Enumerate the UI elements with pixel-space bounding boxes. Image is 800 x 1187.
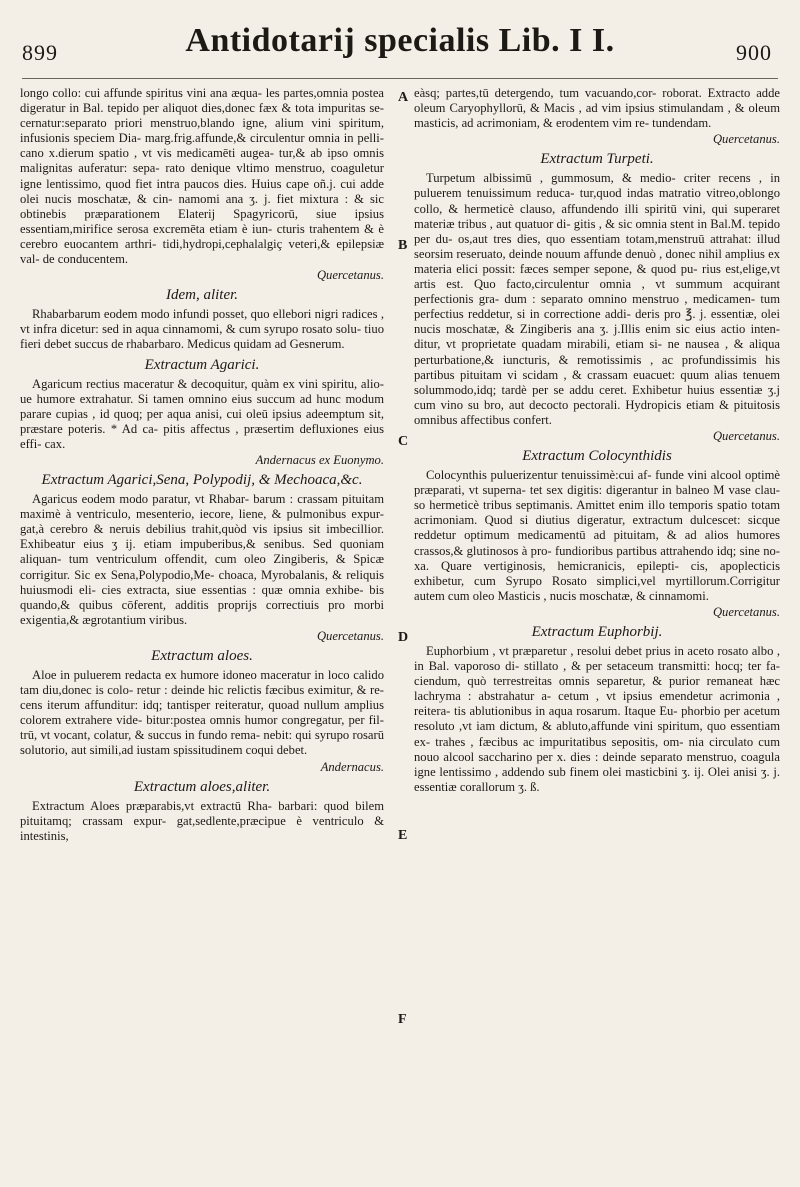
attribution: Quercetanus. — [316, 268, 384, 283]
margin-letter-e: E — [398, 828, 408, 843]
attribution: Andernacus. — [320, 759, 384, 774]
margin-letter-b: B — [398, 238, 408, 253]
attribution: Andernacus ex Euonymo. — [255, 452, 384, 467]
section-heading: Extractum Agarici,Sena, Polypodij, & Mechoaca,&c. — [41, 472, 363, 489]
right-column — [414, 86, 780, 796]
paragraph: Extractum Aloes præparabis,vt extractū Rha- barbari: quod bilem pituitamq; crassam expur- gat,sedlente,præcipue è ventriculo & intestinis, — [20, 798, 384, 843]
header-rule — [22, 78, 778, 79]
paragraph: Euphorbium , vt præparetur , resolui debet prius in aceto rosato albo , in Bal. vaporoso di- stillato , & per setaceum transmitti: hocq; ter fa- ciendum, quò terrestreitas omnis separetur, & purior remaneat hæc lachryma : abstrahatur a- cetum , vt ipsius emendetur acrimonia , reitera- tis ablutionibus in aqua rosarum. Itaque Eu- phorbio per acetum resoluto ,vt iam dictum, & abluto,affunde vini spiritum, quo essentiam ex- trahes , fæcibus ac impuritatibus sepositis, om- nia circulato cum nouo alcool saccharino per x. dies : deinde separato menstruo, coagula igne lentissimo , addendo sub finem olei masticbini ʒ. ij. Olei anisi ʒ. j. essentiæ corallorum ʒ. ß. — [414, 644, 780, 794]
paragraph: Aloe in puluerem redacta ex humore idoneo maceratur in loco calido tam diu,donec is colo- retur : deinde hic relictis fæcibus eximitur, & re- cens iterum affunditur: idq; tantisper reiteratur, quoad nullum amplius colorem extrahere vide- bitur:postea omnis humor congregatur, per fil- trū, vt vocant, colatur, & succus in fundo rema- nebit: qui syrupo rosarū solutorio, aut simili,ad iustam spissitudinem coqui debet. — [20, 668, 384, 758]
left-column — [20, 86, 384, 845]
margin-letter-c: C — [398, 434, 409, 449]
section-heading: Extractum Colocynthidis — [522, 448, 672, 465]
running-head-title: Antidotarij specialis Lib. I I. — [185, 22, 615, 59]
paragraph: Turpetum albissimū , gummosum, & medio- criter recens , in puluerem tenuissimum reduca- tur,quod indas matratio vitreo,oblongo collo, & hermeticè clauso, affundendo illi spiritū vini, qui superaret materiæ tribus , aut quatuor di- gitis , & sic omnia stent in Bal.M. tepido per du- os,aut tres dies, quo essentiam totam,menstruū attrahat: illud seorsim reseruato, deinde nouum affunde denuò , donec nihil amplius ex materia elici possit: fæces semper sepone, & quod pu- rius est,elige,vt artis est. Quo facto,circulentur omnia , vt summum acquirant perfectionis gra- dum : separato omnino menstruo , medicamen- tum perfectius reddetur, si in correctione addi- deris pro ℥. j. essentiæ, olei nucis moschatæ, & Zingiberis ana ʒ. j.Illis enim sic eius actio inten- ditur, vt proprietate quadam mirabili, etiam si- ne nausea , & aliqua perturbatione,& iuncturis, & remotissimis , ac profundissimis his partibus pituitam vi scidam , & crassam euacuet: quum alias tenuem solummodo,idq; tardè per se addu ceret. Exhibetur huius essentiæ ʒ.j cum vino su bro, aut decocto pectorali. Hydropicis etiam & pituitosis omnibus affectibus confert. — [414, 171, 780, 427]
margin-letter-a: A — [398, 90, 409, 105]
attribution: Quercetanus. — [712, 132, 780, 147]
paragraph: longo collo: cui affunde spiritus vini ana æqua- les partes,omnia postea digeratur in Bal. tepido per aliquot dies,donec fæx & tota impuritas se- cernatur:separato priori menstruo,blando igne, alium vini spiritum, infusionis speciem Dia- marg.frig.affunde,& circulentur omnia in pelli- cano x.dierum spatio , vt vis medicamēti augea- tur,& ab ipso omnis malignitas auferatur: sepa- rato denique vltimo menstruo, coaguletur igne lentissimo, quod fiet intra paucos dies. Huius cape oñ.j. cui adde olei nucis moschatæ, & cin- namomi ana ʒ. j. fiet mixtura : & sic obtinebis præparationem Elaterij Spagyricorū, siue ipsius essentiam,mirifice serosa excremēta etiam è iun- cturis trahentem & è cerebro euocantem arthri- tidi,hydropi,cephalalgiç veteri,& epilepsiæ val- de conducentem. — [20, 86, 384, 267]
section-heading: Extractum Turpeti. — [540, 151, 654, 168]
page-number-right: 900 — [736, 40, 772, 65]
section-heading: Extractum aloes,aliter. — [133, 778, 271, 795]
section-heading: Extractum Agarici. — [144, 356, 260, 373]
paragraph: Agaricus eodem modo paratur, vt Rhabar- barum : crassam pituitam maximè à ventriculo, mesenterio, iecore, liene, & pulmonibus expur- gat,à cerebro & neruis debilius trahit,quòd vis ipsius sit imbecillior. Exhibeatur eius ʒ ij. etiam impuberibus,& senibus. Sed quoniam aliquan- tum ventriculum offendit, cum oleo Zingiberis, & Spicæ corrigitur. Sic ex Sena,Polypodio,Me- choaca, Myrobalanis, & reliquis huiusmodi eli- cies extracta, siue essentias : quæ omnia exhibe- bis quando,& quibus cōferent, additis proprijs correctiuis pro morbi exigentia,& ægrotantium viribus. — [20, 492, 384, 627]
margin-letter-d: D — [398, 630, 409, 645]
paragraph: Rhabarbarum eodem modo infundi posset, quo ellebori nigri radices , vt infra dicetur: sed in aqua cinnamomi, & cum syrupo rosato solu- tiuo fieri debet succus de rhabarbaro. Medicus quidam ad Gesnerum. — [20, 307, 384, 352]
attribution: Quercetanus. — [712, 428, 780, 443]
section-heading: Extractum aloes. — [151, 648, 253, 664]
section-heading: Extractum Euphorbij. — [531, 624, 663, 640]
section-heading: Idem, aliter. — [165, 287, 239, 304]
paragraph: Agaricum rectius maceratur & decoquitur, quàm ex vini spiritu, alio-ue humore extrahatur. Si tamen omnino eius succum ad hunc modum parare cupias , id quoq; per aqua anisi, cui oleū ipsius adeemptum sit, præstare poteris. * Ad ca- pitis affectus , præsertim defluxiones eius effi- cax. — [20, 376, 384, 451]
margin-letter-f: F — [398, 1012, 407, 1027]
attribution: Quercetanus. — [316, 628, 384, 643]
page-number-left: 899 — [22, 40, 58, 65]
paragraph: eàsq; partes,tū detergendo, tum vacuando,cor- roborat. Extracto adde oleum Caryophyllorū, & Macis , ad vim ipsius stimulandam , & oleum masticis, ad acrimoniam, & erodentem vim re- tundendam. — [414, 86, 780, 131]
attribution: Quercetanus. — [712, 604, 780, 619]
page-header — [22, 18, 778, 82]
paragraph: Colocynthis puluerizentur tenuissimè:cui af- funde vini alcool optimè præparati, vt superna- tet sex digitis: digerantur in balneo M vase clau- so hermeticè tribus septimanis. Amittet enim illo temporis spatio totam acrimoniam. Quod si diutius digeratur, extractum dulcescet: sicque reddetur optimum medicamentū ad pituitam, & ad alios humores crassos,& glutinosos à pro- fundioribus partibus attrahendo idq; sine no- xa. Quare vertiginosis, hemicranicis, epilepti- cis, apoplecticis exhibetur, cum Syrupo Rosato simplici,vel myrtillorum.Corrigitur autem cum oleo Masticis , nucis moschatæ, & cinnamomi. — [414, 468, 780, 603]
